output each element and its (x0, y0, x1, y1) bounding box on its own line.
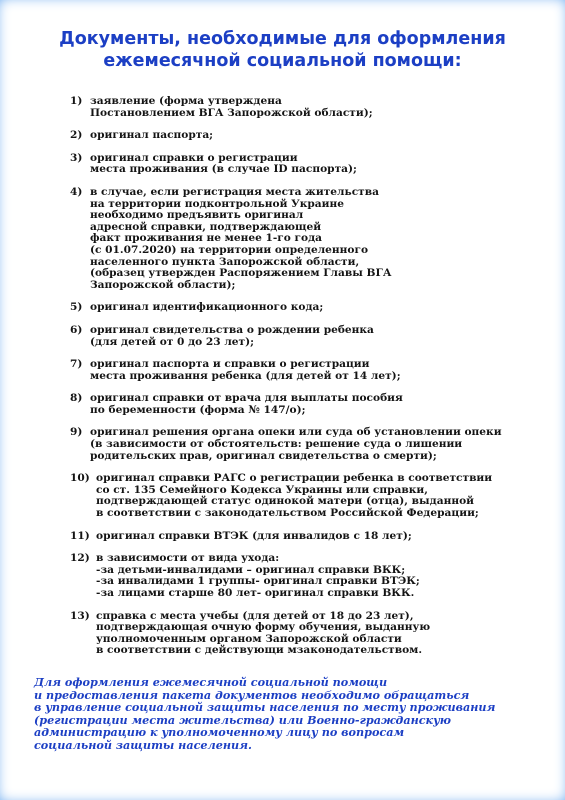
list-item-number: 1) (70, 95, 83, 107)
list-item-line: оригинал справки РАГС о регистрации ребенка в соответствии (96, 472, 493, 485)
list-item-line: (образец утвержден Распоряжением Главы ВГА (90, 267, 392, 280)
list-item-number: 13) (70, 609, 90, 622)
list-item-number: 2) (70, 129, 83, 142)
list-item-line: -за детьми-инвалидами – оригинал справки ВКК; (96, 563, 406, 576)
list-item-line: оригинал свидетельства о рождении ребенка (90, 323, 374, 336)
list-item (70, 393, 540, 416)
list-item-number: 6) (70, 323, 83, 336)
list-item-number: 4) (70, 185, 83, 198)
list-item (70, 427, 540, 462)
list-item-line: подтверждающей статус одинокой матери (отца), выданной (96, 495, 474, 508)
footer-line: администрацию к уполномоченному лицу по вопросам (34, 725, 405, 740)
title-line-2: ежемесячной социальной помощи: (103, 51, 462, 71)
list-item-number: 9) (70, 426, 83, 439)
list-item-line: Постановлением ВГА Запорожской области); (90, 106, 373, 119)
required-documents-list (70, 96, 540, 668)
list-item (70, 187, 540, 291)
list-item-line: Запорожской области); (90, 278, 236, 291)
list-item-line: оригинал паспорта и справки о регистрации (90, 358, 370, 371)
list-item-number: 3) (70, 151, 83, 164)
list-item (70, 153, 540, 176)
list-item-line: на территории подконтрольной Украине (90, 197, 345, 210)
list-item-line: уполномоченным органом Запорожской области (96, 632, 402, 645)
list-item-line: справка с места учебы (для детей от 18 до 23 лет), (96, 609, 414, 622)
list-item (70, 473, 540, 519)
list-item-line: оригинал справки от врача для выплаты пособия (90, 392, 403, 405)
list-item (70, 302, 540, 314)
list-item-line: факт проживания не менее 1-го года (90, 232, 322, 245)
list-item-line: оригинал паспорта; (90, 129, 214, 142)
list-item-number: 7) (70, 358, 83, 371)
footer-line: социальной защиты населения. (34, 737, 252, 752)
list-item-line: в зависимости от вида ухода: (96, 552, 280, 565)
list-item-line: населенного пункта Запорожской области, (90, 255, 360, 268)
list-item-line: оригинал справки ВТЭК (для инвалидов с 18 лет); (96, 529, 412, 542)
list-item-line: родительских прав, оригинал свидетельства о смерти); (90, 449, 437, 462)
list-item-line: необходимо предъявить оригинал (90, 209, 304, 222)
list-item (70, 325, 540, 348)
list-item-line: оригинал решения органа опеки или суда об установлении опеки (90, 426, 502, 439)
footer-line: и предоставления пакета документов необходимо обращаться (34, 687, 470, 702)
list-item-number: 5) (70, 301, 83, 314)
list-item-line: (с 01.07.2020) на территории определенного (90, 243, 369, 256)
title-line-1: Документы, необходимые для оформления (59, 29, 506, 49)
list-item-line: в соответствии с законодательством Российской Федерации; (96, 507, 479, 520)
list-item-line: (для детей от 0 до 23 лет); (90, 335, 255, 348)
footer-note (34, 676, 544, 752)
list-item-line: адресной справки, подтверждающей (90, 220, 322, 233)
list-item-line: -за лицами старше 80 лет- оригинал справки ВКК. (96, 587, 415, 599)
list-item (70, 553, 540, 599)
list-item-line: по беременности (форма № 147/о); (90, 403, 306, 416)
list-item-number: 11) (70, 529, 90, 542)
list-item-line: -за инвалидами 1 группы- оригинал справки ВТЭК; (96, 575, 420, 588)
list-item (70, 130, 540, 142)
list-item (70, 96, 540, 119)
list-item-number: 8) (70, 392, 83, 405)
footer-line: Для оформления ежемесячной социальной помощи (34, 675, 388, 689)
document-title (0, 28, 565, 72)
list-item-number: 12) (70, 552, 90, 565)
list-item (70, 359, 540, 382)
footer-line: (регистрации места жительства) или Военно-гражданскую (34, 712, 452, 727)
list-item-line: в случае, если регистрация места жительства (90, 185, 379, 198)
list-item-line: со ст. 135 Семейного Кодекса Украины или справки, (96, 483, 428, 496)
list-item-line: места проживания (в случае ID паспорта); (90, 163, 357, 176)
list-item-line: заявление (форма утверждена (90, 95, 282, 107)
list-item-line: в соответствии с действующи мзаконодательством. (96, 644, 423, 657)
list-item-line: (в зависимости от обстоятельств: решение суда о лишении (90, 438, 463, 451)
list-item-line: места проживання ребенка (для детей от 14 лет); (90, 369, 401, 382)
list-item-line: подтверждающая очную форму обучения, выданную (96, 621, 431, 634)
list-item-number: 10) (70, 472, 90, 485)
list-item (70, 531, 540, 543)
footer-line: в управление социальной защиты населения по месту проживания (34, 700, 496, 715)
list-item (70, 611, 540, 657)
list-item-line: оригинал справки о регистрации (90, 151, 298, 164)
list-item-line: оригинал идентификационного кода; (90, 301, 324, 314)
